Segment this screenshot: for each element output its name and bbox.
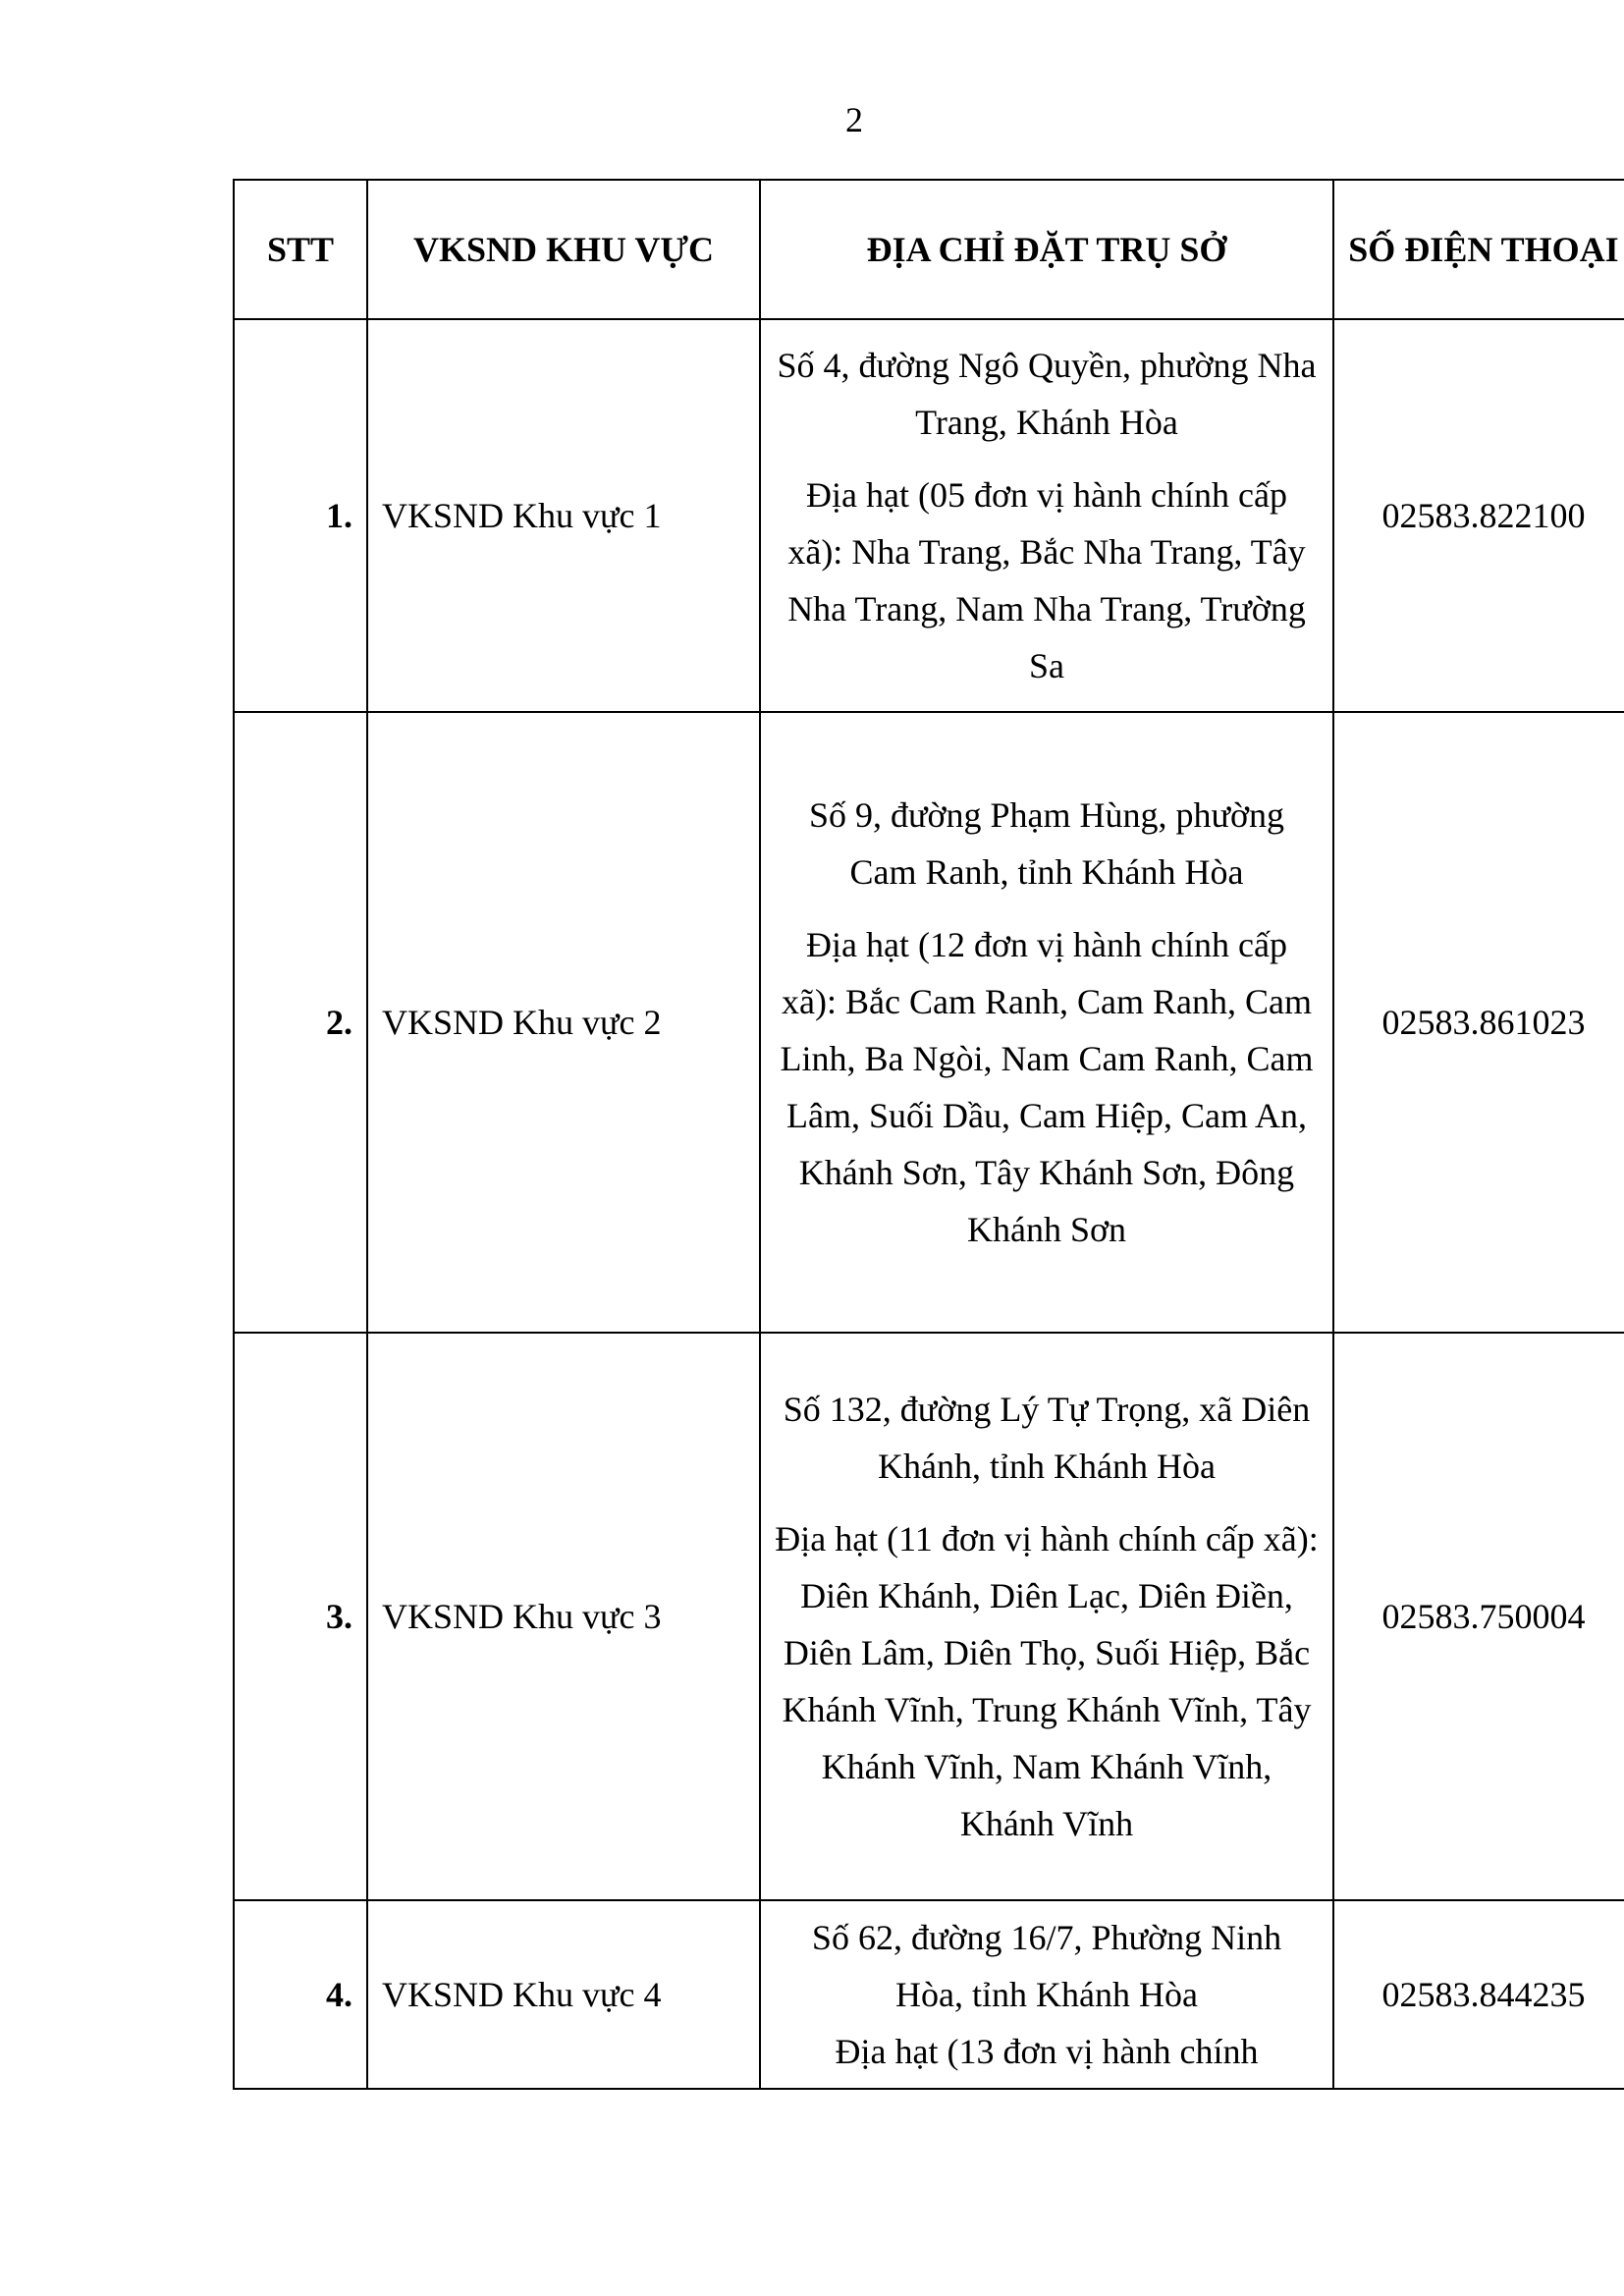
row-address: Số 4, đường Ngô Quyền, phường Nha Trang, Khánh Hòa xyxy=(777,346,1317,442)
row-phone: 02583.844235 xyxy=(1333,1900,1624,2089)
page-number: 2 xyxy=(845,100,863,139)
row-region: VKSND Khu vực 3 xyxy=(367,1333,760,1900)
row-phone: 02583.750004 xyxy=(1333,1333,1624,1900)
row-address: Số 9, đường Phạm Hùng, phường Cam Ranh, tỉnh Khánh Hòa xyxy=(808,795,1285,892)
table-row xyxy=(234,1900,1624,2089)
row-address-cell xyxy=(760,1333,1333,1900)
row-stt: 1. xyxy=(234,319,367,712)
header-region: VKSND KHU VỰC xyxy=(367,180,760,319)
row-scope: Địa hạt (13 đơn vị hành chính xyxy=(835,2032,1259,2071)
table-row xyxy=(234,319,1624,712)
procuracy-table xyxy=(233,179,1624,2090)
row-phone: 02583.822100 xyxy=(1333,319,1624,712)
row-address-cell xyxy=(760,712,1333,1333)
table-header-row xyxy=(234,180,1624,319)
row-region: VKSND Khu vực 2 xyxy=(367,712,760,1333)
row-address-cell xyxy=(760,1900,1333,2089)
table-row xyxy=(234,712,1624,1333)
header-address: ĐỊA CHỈ ĐẶT TRỤ SỞ xyxy=(760,180,1333,319)
header-stt: STT xyxy=(234,180,367,319)
row-address-cell xyxy=(760,319,1333,712)
row-scope: Địa hạt (11 đơn vị hành chính cấp xã): Diên Khánh, Diên Lạc, Diên Điền, Diên Lâm, Diên Thọ, Suối Hiệp, Bắc Khánh Vĩnh, Trung Khánh Vĩnh, Tây Khánh Vĩnh, Nam Khánh Vĩnh, Khánh Vĩnh xyxy=(775,1519,1319,1843)
row-stt: 2. xyxy=(234,712,367,1333)
row-phone: 02583.861023 xyxy=(1333,712,1624,1333)
row-region: VKSND Khu vực 4 xyxy=(367,1900,760,2089)
row-address: Số 132, đường Lý Tự Trọng, xã Diên Khánh, tỉnh Khánh Hòa xyxy=(783,1390,1311,1486)
row-stt: 4. xyxy=(234,1900,367,2089)
table-row xyxy=(234,1333,1624,1900)
row-region: VKSND Khu vực 1 xyxy=(367,319,760,712)
row-scope: Địa hạt (12 đơn vị hành chính cấp xã): Bắc Cam Ranh, Cam Ranh, Cam Linh, Ba Ngòi, Nam Cam Ranh, Cam Lâm, Suối Dầu, Cam Hiệp, Cam An, Khánh Sơn, Tây Khánh Sơn, Đông Khánh Sơn xyxy=(780,925,1314,1249)
header-phone: SỐ ĐIỆN THOẠI xyxy=(1333,180,1624,319)
row-address: Số 62, đường 16/7, Phường Ninh Hòa, tỉnh Khánh Hòa xyxy=(811,1918,1282,2014)
row-stt: 3. xyxy=(234,1333,367,1900)
row-scope: Địa hạt (05 đơn vị hành chính cấp xã): Nha Trang, Bắc Nha Trang, Tây Nha Trang, Nam Nha Trang, Trường Sa xyxy=(787,475,1306,685)
